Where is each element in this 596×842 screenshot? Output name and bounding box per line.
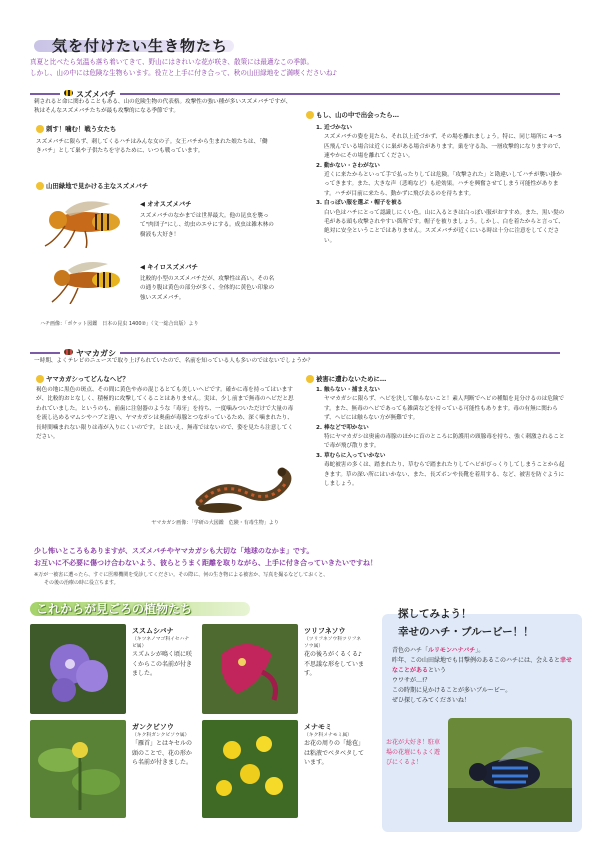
plants-heading: これからが見ごろの植物たち bbox=[36, 602, 193, 616]
plant-card-3: ガンクビソウ （キク科ガンクビソウ属） 「雁首」とはキセルの頭のことで、花の形から名前が付きました。 bbox=[132, 723, 193, 767]
intro-line-1: 真夏と比べたら気温も落ち着いてきて、野山にはきれいな花が咲き、散策には最適なこの季節。 bbox=[30, 58, 314, 66]
snake-tips bbox=[316, 386, 566, 489]
blue-bee-text bbox=[392, 646, 576, 706]
tip-1-text: スズメバチの姿を見たら、それ以上近づかず、その場を離れましょう。特に、同じ場所に 4～5 匹飛んでいる場合は近くに巣がある場合があります。巣を守る為、一層攻撃的になりますので、速やかにその場を離れてください。 bbox=[324, 134, 564, 160]
tip-1-title: 1. 近づかない bbox=[316, 125, 352, 131]
page-title: 気を付けたい生き物たち bbox=[52, 37, 229, 55]
notice-message bbox=[34, 545, 564, 569]
species-yellow-hornet-name: ◀ キイロスズメバチ bbox=[140, 263, 198, 271]
tip-2-title: 2. 動かない・さわがない bbox=[316, 162, 380, 169]
snake-bullet-icon bbox=[306, 375, 314, 383]
sub-heading-if-you-meet: もし、山の中で出会ったら… bbox=[306, 110, 399, 119]
sub-heading-what-snake: ヤマカガシってどんなヘビ？ bbox=[36, 374, 129, 383]
suzumebachi-heading: スズメバチ bbox=[60, 82, 120, 101]
bee-line-2: 昨年、この山田緑地でも目撃例のあるこのハチには、会えると幸せなことがあるという bbox=[392, 657, 573, 674]
giant-hornet-image bbox=[40, 196, 132, 248]
snake-tip-1-text: ヤマカガシに限らず、ヘビを決して触らないこと！素人判断でヘビの種類を見分けるのは危険です。また、無毒のヘビであっても雑菌などを持っている可能性もあります。毒の有無に関わらず、ヘビには触らない方が無難です。 bbox=[324, 396, 565, 422]
yellow-hornet-image bbox=[44, 258, 130, 304]
yamakagashi-heading: ヤマカガシ bbox=[60, 341, 120, 360]
sub-heading-fighting-women: 刺す！噛む！戦う女たち bbox=[36, 124, 116, 133]
bee-speech-bubble: お花が大好き！駐車場の花壇にもよく遊びにくるよ！ bbox=[386, 739, 441, 766]
hornet-tips bbox=[316, 124, 566, 246]
snake-image-credit: ヤマカガシ画像：「学研の大図鑑 危険・有毒生物」より bbox=[151, 520, 279, 526]
tip-3-text: 白い色はハチにとって認識しにくい色。山に入るときは白っぽい服がおすすめ。また、黒い髪の毛がある頭も攻撃されやすい箇所です。帽子を被りましょう。しかし、白を着たからと言って、絶対に安全ということではありません。スズメバチが近くにいる時は十分に注意をしてください。 bbox=[324, 209, 565, 244]
yamakagashi-image bbox=[190, 462, 298, 514]
plant-photo-menamomi bbox=[202, 720, 298, 818]
footnote-line-2: その後の治療の時に役立ちます。 bbox=[44, 580, 119, 586]
bee-bullet-icon bbox=[36, 182, 44, 190]
bee-line-4: この時期に見かけることが多いブルービー。 bbox=[392, 687, 512, 694]
bee-line-3: ウワサが…!？ bbox=[392, 677, 431, 684]
species-yellow-hornet-text: 比較的小型のスズメバチだが、攻撃性は高い。その名の通り腹は黄色の部分が多く、全体的に黄色い印象の強いスズメバチ。 bbox=[140, 276, 275, 301]
what-snake-text: 褐色の地に黒色の斑点、その間に黄色や赤の混じるとても美しいヘビです。確かに毒を持ってはいますが、比較的おとなしく、積極的に攻撃してくることはありません。実は、少し前まで無毒のヘビだと思われていました。というのも、前歯に注射器のような「毒牙」を持ち、一度噛みついただけで大量の毒を流し込めるマムシやハブと違い、ヤマカガシは奥歯が毒腺とつながっているため、深く噛まれたり、長時間噛まれない限りは毒が入りにくいのです。とはいえ、無毒ではないので、姿を見たら注意してください。 bbox=[36, 387, 294, 441]
plant-photo-gankubisou bbox=[30, 720, 126, 818]
bee-line-5: ぜひ探してみてくださいね！ bbox=[392, 697, 471, 704]
sub-heading-main-wasps: 山田緑地で見かける主なスズメバチ bbox=[36, 181, 148, 190]
species-giant-hornet-text: スズメバチのなかまでは世界最大。他の昆虫を襲って"肉団子"にし、幼虫のエサにする。成虫は雑木林の樹液も大好き！ bbox=[140, 213, 274, 238]
yamakagashi-lead: 一時期、よくテレビのニュースで取り上げられていたので、名前を知っている人も多いのではないでしょうか？ bbox=[34, 358, 314, 364]
blue-bee-title-2: 幸せのハチ・ブルービー！！ bbox=[398, 626, 534, 638]
lead-line-1: 刺されると命に関わることもある、山の危険生物の代表格。攻撃性の強い種が多いスズメバチですが、 bbox=[34, 99, 292, 105]
notice-line-1: 少し怖いところもありますが、スズメバチやヤマカガシも大切な「地球のなかま」です。 bbox=[34, 547, 314, 555]
blue-bee-photo bbox=[448, 718, 572, 822]
snake-tip-2-text: 特にヤマカガシは奥歯の毒腺のほかに首のところに防護用の頸腺毒を持ち、強く刺激されることで毒が飛び散ります。 bbox=[324, 434, 565, 450]
snake-tip-2-title: 2. 棒などで叩かない bbox=[316, 424, 369, 431]
intro-text bbox=[30, 57, 570, 79]
snake-bullet-icon bbox=[36, 375, 44, 383]
sub-heading-avoid-damage: 被害に遭わないために… bbox=[306, 374, 386, 383]
lead-line-2: 秋はそんなスズメバチたちが最も攻撃的になる季節です。 bbox=[34, 108, 179, 115]
plant-card-4: メナモミ （キク科メナモミ属） お花の周りの「総苞」は粘液でベタベタしています。 bbox=[304, 723, 365, 767]
suzumebachi-lead bbox=[34, 98, 564, 117]
tip-2-text: 近くに来たからといって手で払ったりしては危険。「攻撃された」と勘違いしてハチが襲い掛かってきます。また、大きな声（悲鳴など）も逆効果。ハチを興奮させてしまう可能性があります。ハチが目前に来たら、動かずに飛び去るのを待ちます。 bbox=[324, 172, 562, 197]
species-giant-hornet-name: ◀ オオスズメバチ bbox=[140, 200, 192, 208]
blue-bee-title-1: 探してみよう！ bbox=[398, 608, 472, 620]
bee-bullet-icon bbox=[306, 111, 314, 119]
notice-footnote bbox=[34, 571, 574, 587]
plant-card-1: ススムシバナ （キツネノマゴ科イセハナビ属） スズムシが鳴く頃に咲くからこの名前が付きました。 bbox=[132, 627, 193, 678]
snake-tip-1-title: 1. 触らない・捕まえない bbox=[316, 387, 380, 393]
bee-bullet-icon bbox=[36, 125, 44, 133]
hornet-image-credit: ハチ画像：「ポケット図鑑 日本の昆虫 1400②」（文一総合出版）より bbox=[40, 321, 199, 327]
wasp-icon bbox=[64, 90, 73, 96]
notice-line-2: お互いに不必要に傷つけ合わないよう、彼らとうまく距離を取りながら、上手に付き合っていきたいですね！ bbox=[34, 559, 377, 567]
plant-photo-tsurifunesou bbox=[202, 624, 298, 714]
plant-card-2: ツリフネソウ （ツリフネソウ科ツリフネソウ属） 花の後ろがくるくる♪不思議な形をしています。 bbox=[304, 627, 365, 678]
tip-3-title: 3. 白っぽい服を選ぶ・帽子を被る bbox=[316, 200, 403, 207]
plant-photo-suzumushibana bbox=[30, 624, 126, 714]
snake-tip-3-text: 毒蛇被害の多くは、踏まれたり、草むらで踏まれたりしてヘビがびっくりしてしまうことから起きます。草の深い所にはいかない、また、長ズボンや長靴を着用する、など、被害を防ぐようにしましょう。 bbox=[324, 462, 565, 488]
intro-line-2: しかし、山の中には危険な生物もいます。役立と上手に付き合って、秋の山田緑地をご満喫くださいね♪ bbox=[30, 69, 337, 77]
bee-line-1: 青色のハチ「ルリモンハナバチ」。 bbox=[392, 647, 485, 654]
snake-icon bbox=[64, 349, 73, 355]
fighting-women-text: スズメバチに限らず、刺してくるハチはみんな女の子。女王バチから生まれた娘たちは、「働きバチ」として巣や子供たちを守るために、いつも戦っています。 bbox=[36, 139, 268, 155]
footnote-line-1: ※万が一被害に遭ったら、すぐに医療機関を受診してください。その際に、何の生き物による被害か、写真を撮るなどしておくと、 bbox=[34, 572, 329, 578]
snake-tip-3-title: 3. 草むらに入っていかない bbox=[316, 452, 386, 459]
